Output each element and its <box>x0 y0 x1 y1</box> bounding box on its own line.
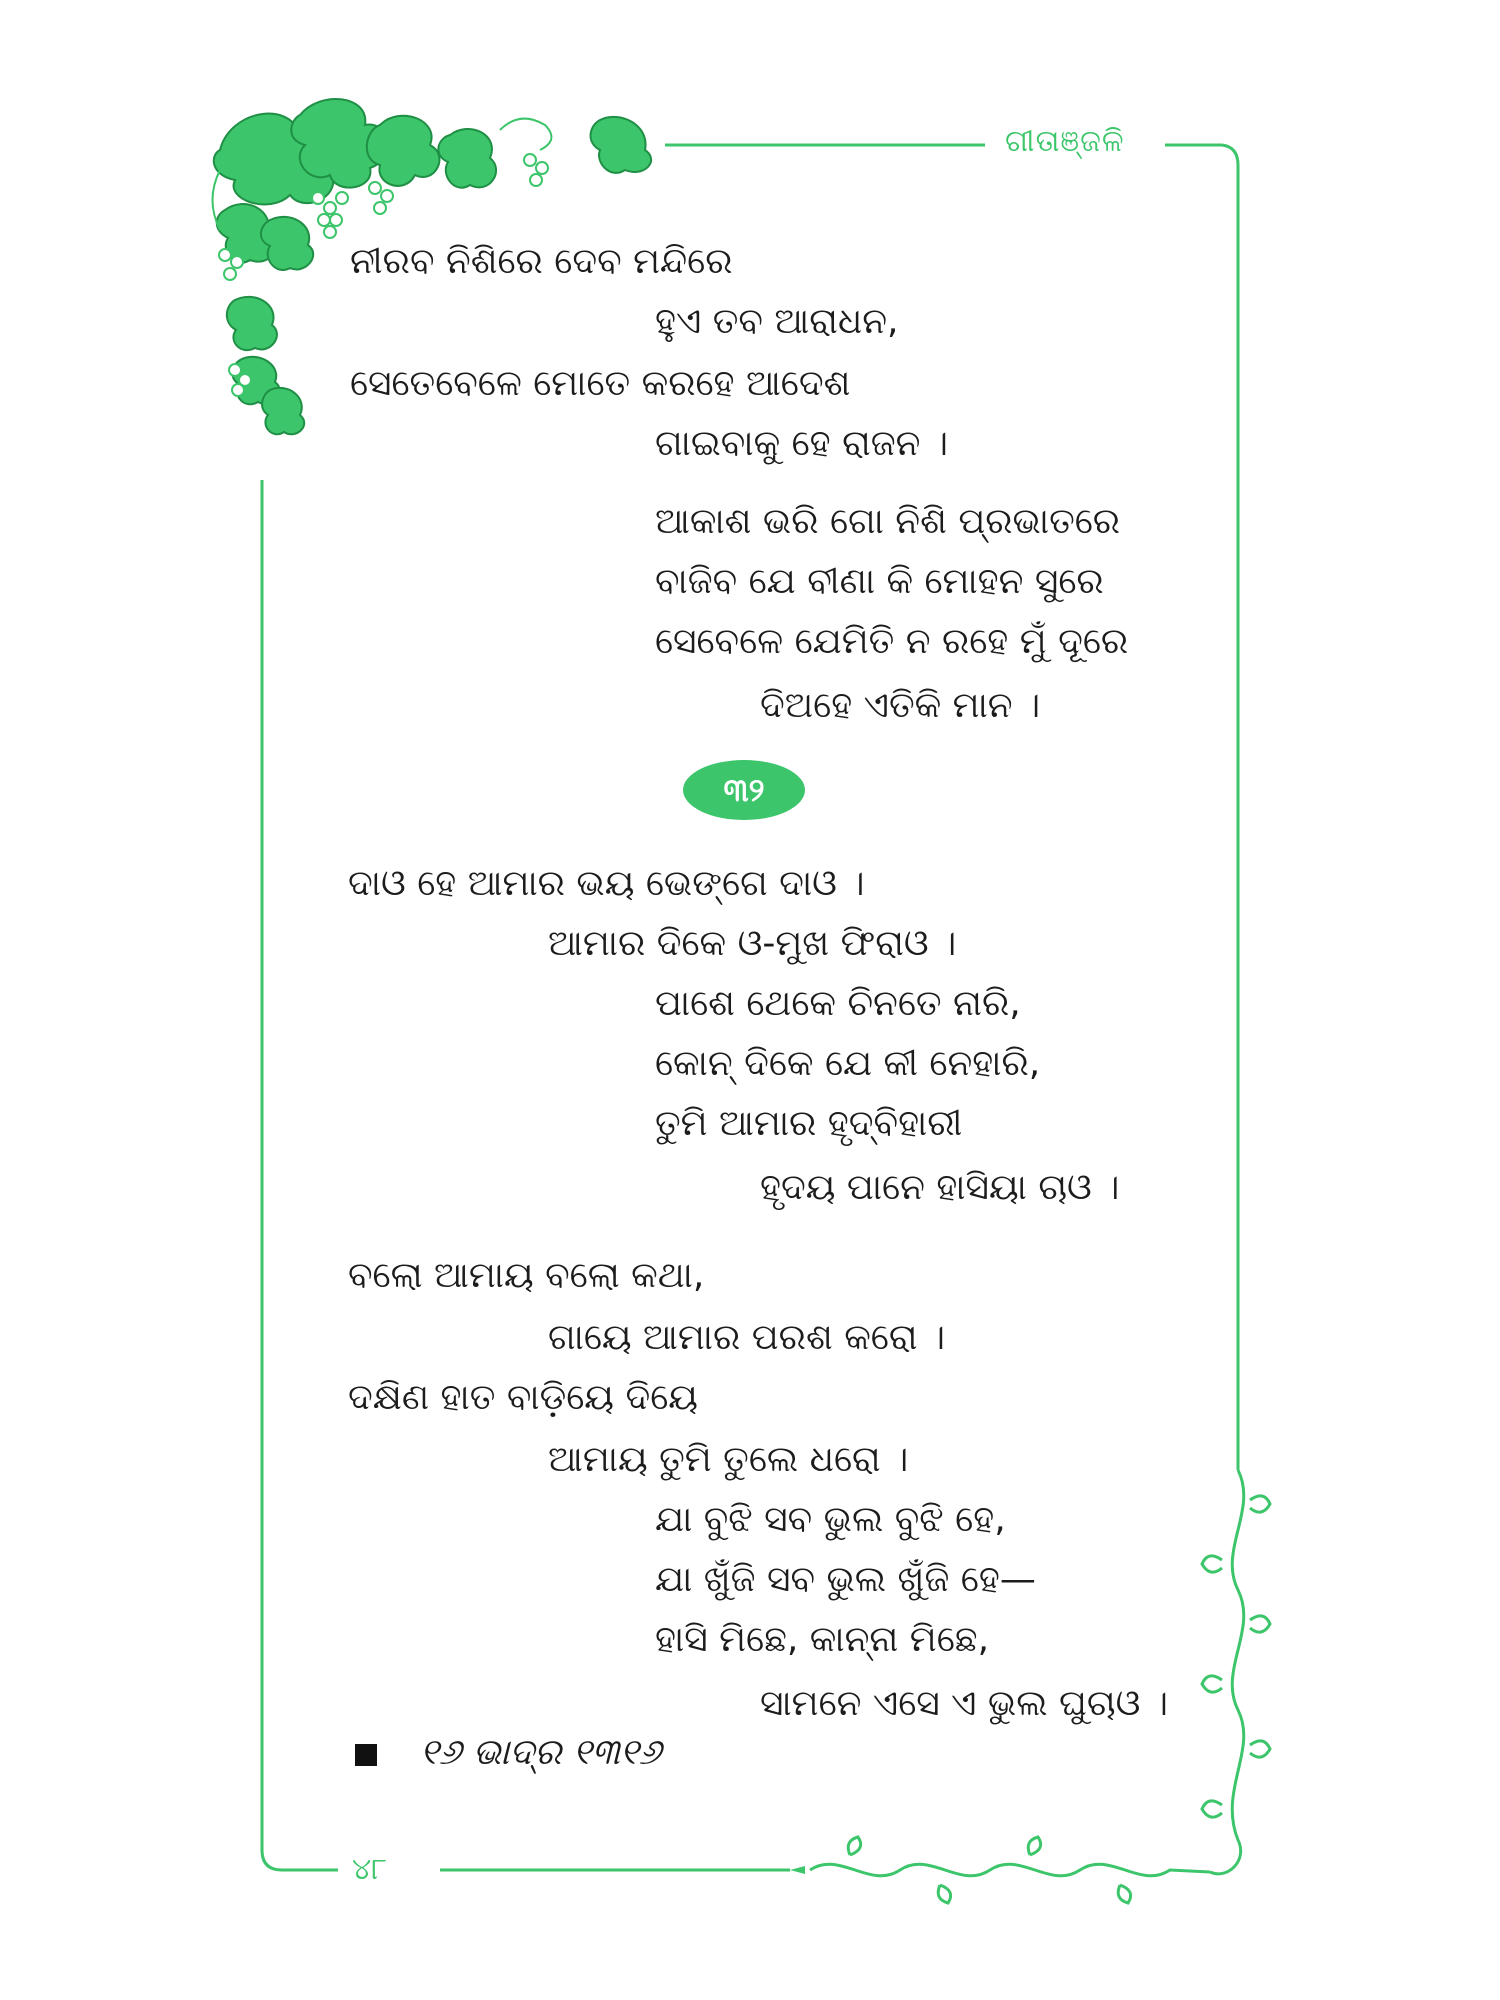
stanza-3-line-2: ଆମାର ଦିକେ ଓ-ମୁଖ ଫିରାଓ । <box>548 923 957 964</box>
stanza-4-line-6: ଯା ଖୁଁଜି ସବ ଭୁଲ ଖୁଁଜି ହେ— <box>655 1559 1036 1600</box>
stanza-4-line-2: ଗାୟେ ଆମାର ପରଶ କରୋ । <box>548 1317 946 1358</box>
stanza-3-line-5: ତୁମି ଆମାର ହୃଦ୍‌ବିହାରୀ <box>655 1103 963 1144</box>
stanza-4-line-8: ସାମନେ ଏସେ ଏ ଭୁଲ ଘୁଚାଓ । <box>760 1683 1169 1724</box>
stanza-2-line-3: ସେବେଳେ ଯେମିତି ନ ରହେ ମୁଁ ଦୂରେ <box>655 621 1129 662</box>
stanza-4-line-7: ହାସି ମିଛେ, କାନ୍ନା ମିଛେ, <box>655 1619 990 1660</box>
stanza-2-line-2: ବାଜିବ ଯେ ବୀଣା କି ମୋହନ ସୁରେ <box>655 561 1104 602</box>
stanza-4-line-1: ବଲୋ ଆମାୟ ବଲୋ କଥା, <box>348 1255 705 1296</box>
stanza-1-line-1: ନୀରବ ନିଶିରେ ଦେବ ମନ୍ଦିରେ <box>350 241 733 282</box>
stanza-4-line-5: ଯା ବୁଝି ସବ ଭୁଲ ବୁଝି ହେ, <box>655 1499 1006 1540</box>
composition-date: ୧୬ ଭାଦ୍ର ୧୩୧୬ <box>420 1732 662 1773</box>
stanza-1-line-2: ହୁଏ ତବ ଆରାଧନ, <box>655 301 899 342</box>
stanza-4-line-4: ଆମାୟ ତୁମି ତୁଲେ ଧରୋ । <box>548 1439 909 1480</box>
stanza-3-line-3: ପାଶେ ଥେକେ ଚିନତେ ନାରି, <box>655 983 1021 1024</box>
stanza-2-line-4: ଦିଅହେ ଏତିକି ମାନ । <box>760 685 1041 726</box>
stanza-1-line-3: ସେତେବେଳେ ମୋତେ କରହେ ଆଦେଶ <box>350 363 851 404</box>
stanza-3-line-1: ଦାଓ ହେ ଆମାର ଭୟ ଭେଙ୍ଗେ ଦାଓ । <box>348 863 865 904</box>
date-bullet-icon <box>355 1744 377 1766</box>
poem-number-badge: ୩୨ <box>683 760 805 820</box>
stanza-3-line-6: ହୃଦୟ ପାନେ ହାସିୟା ଚାଓ । <box>760 1167 1120 1208</box>
stanza-4-line-3: ଦକ୍ଷିଣ ହାତ ବାଡ଼ିୟେ ଦିୟେ <box>348 1377 698 1418</box>
stanza-3-line-4: କୋନ୍ ଦିକେ ଯେ କୀ ନେହାରି, <box>655 1043 1041 1084</box>
header-title: ଗୀତାଞ୍ଜଳି <box>1005 124 1125 159</box>
stanza-2-line-1: ଆକାଶ ଭରି ଗୋ ନିଶି ପ୍ରଭାତରେ <box>655 501 1121 542</box>
page-number: ୪୮ <box>352 1852 387 1887</box>
stanza-1-line-4: ଗାଇବାକୁ ହେ ରାଜନ । <box>655 423 949 464</box>
